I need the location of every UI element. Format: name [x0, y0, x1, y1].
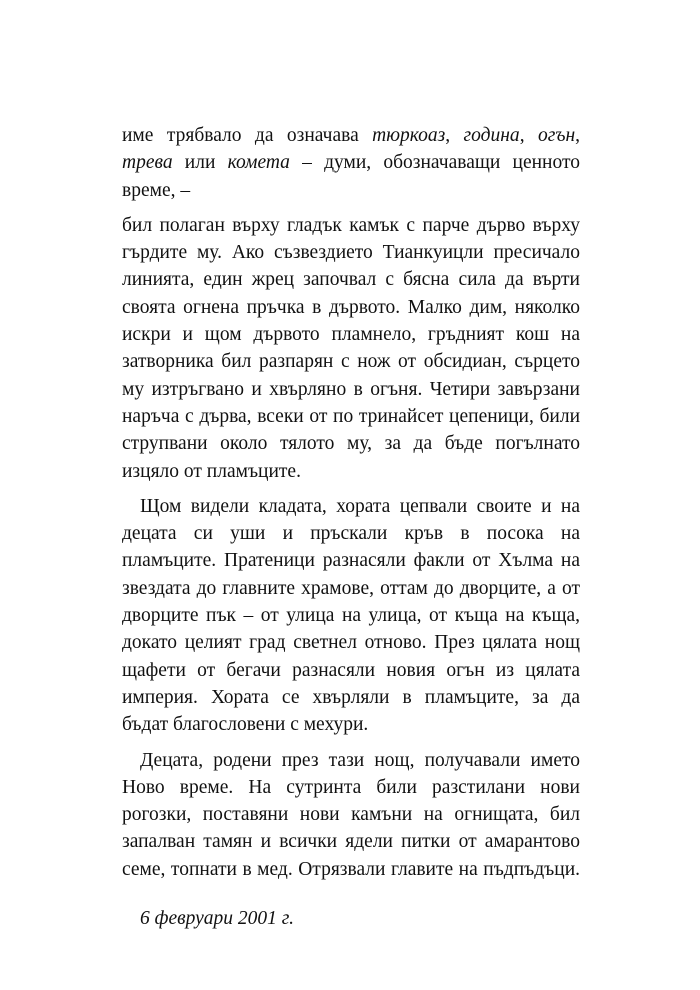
text-run: име трябвало да означава — [122, 125, 373, 146]
italic-word: година — [463, 125, 520, 146]
text-line: бил полаган върху гладък камък с парче дърво върху — [122, 214, 580, 236]
italic-word: комета — [227, 152, 290, 174]
text-line: наръча с дърва, всеки от по тринайсет цепеници, били — [122, 405, 580, 427]
text-line: своята огнена пръчка в дървото. Малко дим, няколко — [122, 296, 580, 318]
text-line: пламъците. Пратеници разнасяли факли от Хълма на — [122, 550, 580, 572]
text-line: гърдите му. Ако съзвездието Тианкуицли пресичало — [122, 242, 580, 264]
date-signature: 6 февруари 2001 г. — [140, 908, 294, 930]
text-run: , — [519, 125, 538, 146]
text-line: затворника бил разпарян с нож от обсидиан, сърцето — [122, 351, 580, 373]
text-line: рогозки, поставяни нови камъни на огнищата, бил — [122, 804, 580, 826]
text-line: децата си уши и пръскали кръв в посока на — [122, 523, 580, 545]
text-run: , — [575, 125, 581, 146]
text-line: линията, един жрец започвал с бясна сила да върти — [122, 269, 580, 291]
paragraph-1 — [122, 122, 580, 204]
text-line: Ново време. На сутринта били разстилани нови — [122, 776, 580, 798]
text-line — [122, 122, 580, 149]
text-line — [122, 149, 580, 176]
text-line: Децата, родени през тази нощ, получавали името — [140, 749, 580, 771]
italic-word: тюркоаз — [372, 125, 446, 146]
paragraph-2 — [122, 212, 580, 485]
paragraph-4 — [122, 747, 580, 883]
text-run: или — [172, 152, 228, 174]
text-line: му изтръгвано и хвърляно в огъня. Четири завързани — [122, 378, 580, 400]
text-line: щафети от бегачи разнасяли новия огън из цялата — [122, 659, 580, 681]
text-line: запалван тамян и всички ядели питки от амарантово — [122, 831, 580, 853]
italic-word: огън — [537, 125, 576, 146]
text-run: , — [445, 125, 464, 146]
paragraph-3 — [122, 493, 580, 739]
text-run: – думи, обозначаващи ценното — [289, 152, 580, 174]
text-line: Щом видели кладата, хората цепвали своите и на — [140, 495, 580, 517]
text-line: звездата до главните храмове, оттам до дворците, а от — [122, 577, 580, 599]
text-run: време, – — [122, 179, 191, 201]
italic-word: трева — [122, 152, 173, 174]
text-line: дворците пък – от улица на улица, от къща на къща, — [122, 605, 580, 627]
text-line: семе, топнати в мед. Отрязвали главите на пъдпъдъци. — [122, 858, 580, 880]
text-line: струпвани около тялото му, за да бъде погълнато — [122, 433, 580, 455]
text-line: империя. Хората се хвърляли в пламъците, за да — [122, 686, 580, 708]
text-line: изцяло от пламъците. — [122, 460, 301, 482]
text-line: искри и щом дървото пламнело, гръдният кош на — [122, 324, 580, 346]
text-line: бъдат благословени с мехури. — [122, 714, 369, 736]
page-text — [122, 122, 580, 932]
text-line: докато целият град светнел отново. През цялата нощ — [122, 632, 580, 654]
text-line — [122, 177, 580, 204]
